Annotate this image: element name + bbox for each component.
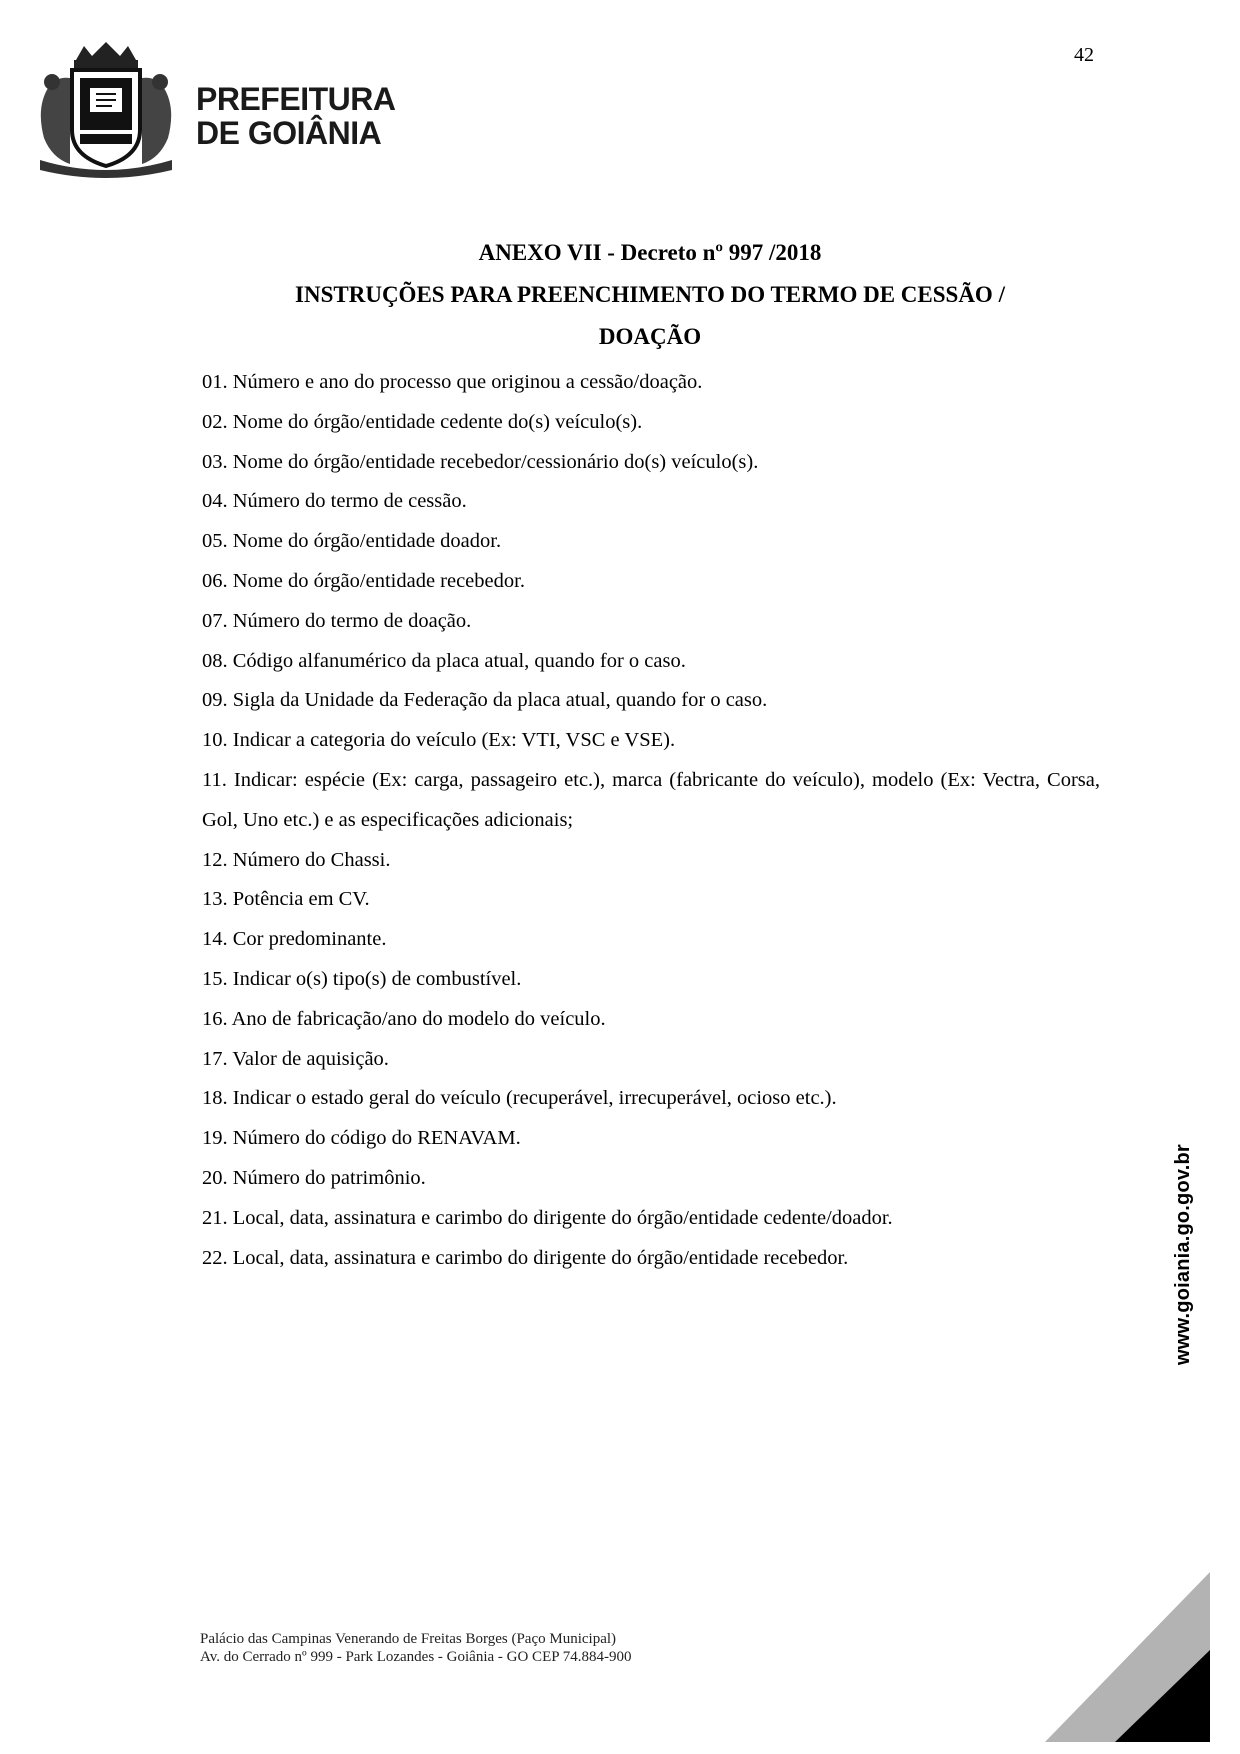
- list-item: 01. Número e ano do processo que originou a cessão/doação.: [202, 371, 703, 393]
- list-item: 05. Nome do órgão/entidade doador.: [202, 530, 502, 553]
- list-item: 15. Indicar o(s) tipo(s) de combustível.: [202, 967, 522, 990]
- side-website-url: www.goiania.go.gov.br: [1172, 1144, 1194, 1365]
- title-annex: ANEXO VII - Decreto nº 997 /2018: [478, 240, 822, 265]
- list-item: 03. Nome do órgão/entidade recebedor/cessionário do(s) veículo(s).: [202, 450, 759, 473]
- list-item: 14. Cor predominante.: [202, 928, 387, 951]
- list-item: 12. Número do Chassi.: [202, 848, 391, 871]
- instruction-list: [202, 363, 1100, 1278]
- list-item: 19. Número do código do RENAVAM.: [202, 1127, 521, 1150]
- list-item: 18. Indicar o estado geral do veículo (recuperável, irrecuperável, ocioso etc.).: [202, 1087, 837, 1110]
- list-item: 08. Código alfanumérico da placa atual, quando for o caso.: [202, 649, 686, 672]
- list-item: 02. Nome do órgão/entidade cedente do(s) veículo(s).: [202, 410, 643, 433]
- list-item: 21. Local, data, assinatura e carimbo do dirigente do órgão/entidade cedente/doador.: [202, 1206, 893, 1229]
- list-item: 07. Número do termo de doação.: [202, 609, 472, 632]
- list-item: 17. Valor de aquisição.: [202, 1047, 389, 1070]
- list-item: 11. Indicar: espécie (Ex: carga, passageiro etc.), marca (fabricante do veículo), modelo (Ex: Vectra, Corsa, Gol, Uno etc.) e as especificações adicionais;: [202, 768, 1100, 831]
- title-instructions-cont: DOAÇÃO: [598, 324, 702, 349]
- coat-of-arms-icon: [26, 38, 186, 178]
- list-item: 22. Local, data, assinatura e carimbo do dirigente do órgão/entidade recebedor.: [202, 1246, 849, 1269]
- footer-address: [200, 1630, 632, 1666]
- corner-decoration-icon: [1045, 1572, 1210, 1742]
- brand-line-1: PREFEITURA: [196, 81, 396, 117]
- list-item: 04. Número do termo de cessão.: [202, 490, 467, 513]
- list-item: 13. Potência em CV.: [202, 888, 370, 911]
- list-item: 06. Nome do órgão/entidade recebedor.: [202, 569, 525, 592]
- brand-line-2: DE GOIÂNIA: [196, 115, 382, 151]
- list-item: 16. Ano de fabricação/ano do modelo do veículo.: [202, 1007, 606, 1030]
- page-number: 42: [1074, 44, 1094, 66]
- list-item: 09. Sigla da Unidade da Federação da placa atual, quando for o caso.: [202, 689, 768, 712]
- document-title: [200, 232, 1100, 358]
- list-item: 10. Indicar a categoria do veículo (Ex: VTI, VSC e VSE).: [202, 729, 676, 752]
- brand-wordmark: [196, 82, 395, 150]
- footer-line-1: Palácio das Campinas Venerando de Freitas Borges (Paço Municipal): [200, 1631, 617, 1647]
- list-item: 20. Número do patrimônio.: [202, 1166, 426, 1189]
- title-instructions: INSTRUÇÕES PARA PREENCHIMENTO DO TERMO DE CESSÃO /: [295, 282, 1005, 307]
- footer-line-2: Av. do Cerrado nº 999 - Park Lozandes - Goiânia - GO CEP 74.884-900: [200, 1649, 632, 1665]
